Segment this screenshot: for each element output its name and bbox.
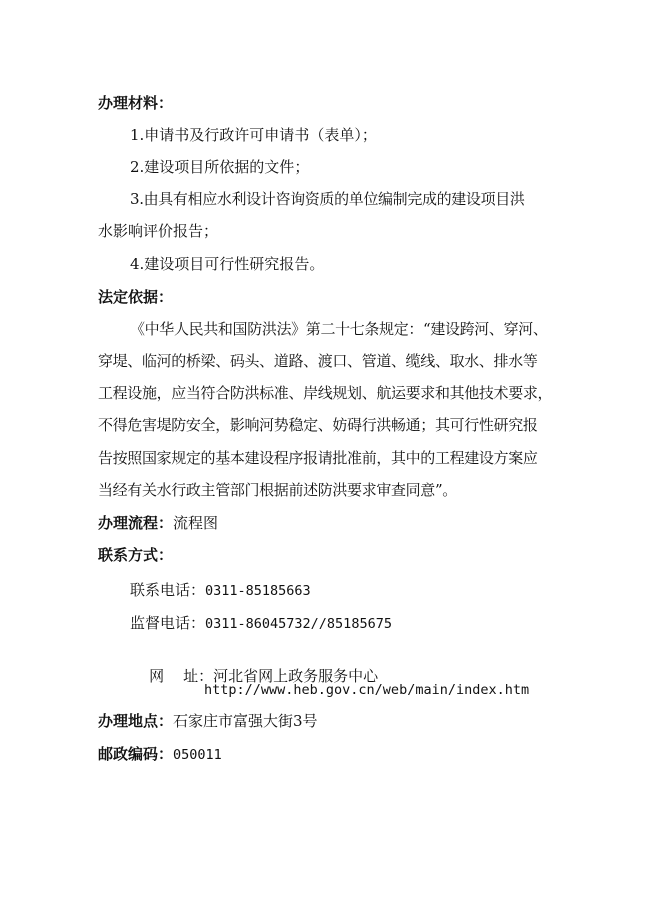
materials-item-3-continued: 水影响评价报告； <box>98 222 219 240</box>
location-row <box>98 711 568 731</box>
legal-line: 《中华人民共和国防洪法》第二十七条规定：“建设跨河、穿河、 <box>130 320 548 338</box>
legal-line: 告按照国家规定的基本建设程序报请批准前，其中的工程建设方案应 <box>98 449 538 467</box>
site-label: 网 址： <box>149 667 214 685</box>
site-value: 河北省网上政务服务中心 <box>213 667 379 685</box>
location-heading: 办理地点： <box>98 712 174 730</box>
legal-line: 不得危害堤防安全，影响河势稳定、妨碍行洪畅通；其可行性研究报 <box>98 416 538 434</box>
supervise-label: 监督电话： <box>130 614 206 632</box>
phone-value: 0311-85185663 <box>205 583 311 599</box>
contact-heading: 联系方式： <box>98 546 174 564</box>
legal-line: 穿堤、临河的桥梁、码头、道路、渡口、管道、缆线、取水、排水等 <box>98 352 538 370</box>
contact-supervise-row <box>130 613 600 634</box>
site-url-link[interactable]: http://www.heb.gov.cn/web/main/index.htm <box>204 682 530 698</box>
process-value: 流程图 <box>173 514 219 532</box>
materials-item-1: 1.申请书及行政许可申请书（表单）； <box>130 126 377 144</box>
materials-item-2: 2.建设项目所依据的文件； <box>130 158 310 176</box>
postal-heading: 邮政编码： <box>98 745 174 763</box>
postal-row <box>98 744 568 765</box>
materials-item-4: 4.建设项目可行性研究报告。 <box>130 255 325 273</box>
legal-line: 工程设施，应当符合防洪标准、岸线规划、航运要求和其他技术要求， <box>98 384 553 402</box>
phone-label: 联系电话： <box>130 581 206 599</box>
process-row <box>98 513 568 533</box>
legal-heading: 法定依据： <box>98 288 174 306</box>
legal-line: 当经有关水行政主管部门根据前述防洪要求审查同意”。 <box>98 481 457 499</box>
materials-heading: 办理材料： <box>98 94 174 112</box>
location-value: 石家庄市富强大街3号 <box>173 712 318 730</box>
contact-phone-row <box>130 580 600 601</box>
process-heading: 办理流程： <box>98 514 174 532</box>
materials-item-3: 3.由具有相应水利设计咨询资质的单位编制完成的建设项目洪 <box>130 190 525 208</box>
postal-value: 050011 <box>173 747 222 763</box>
supervise-value: 0311-86045732//85185675 <box>205 616 392 632</box>
